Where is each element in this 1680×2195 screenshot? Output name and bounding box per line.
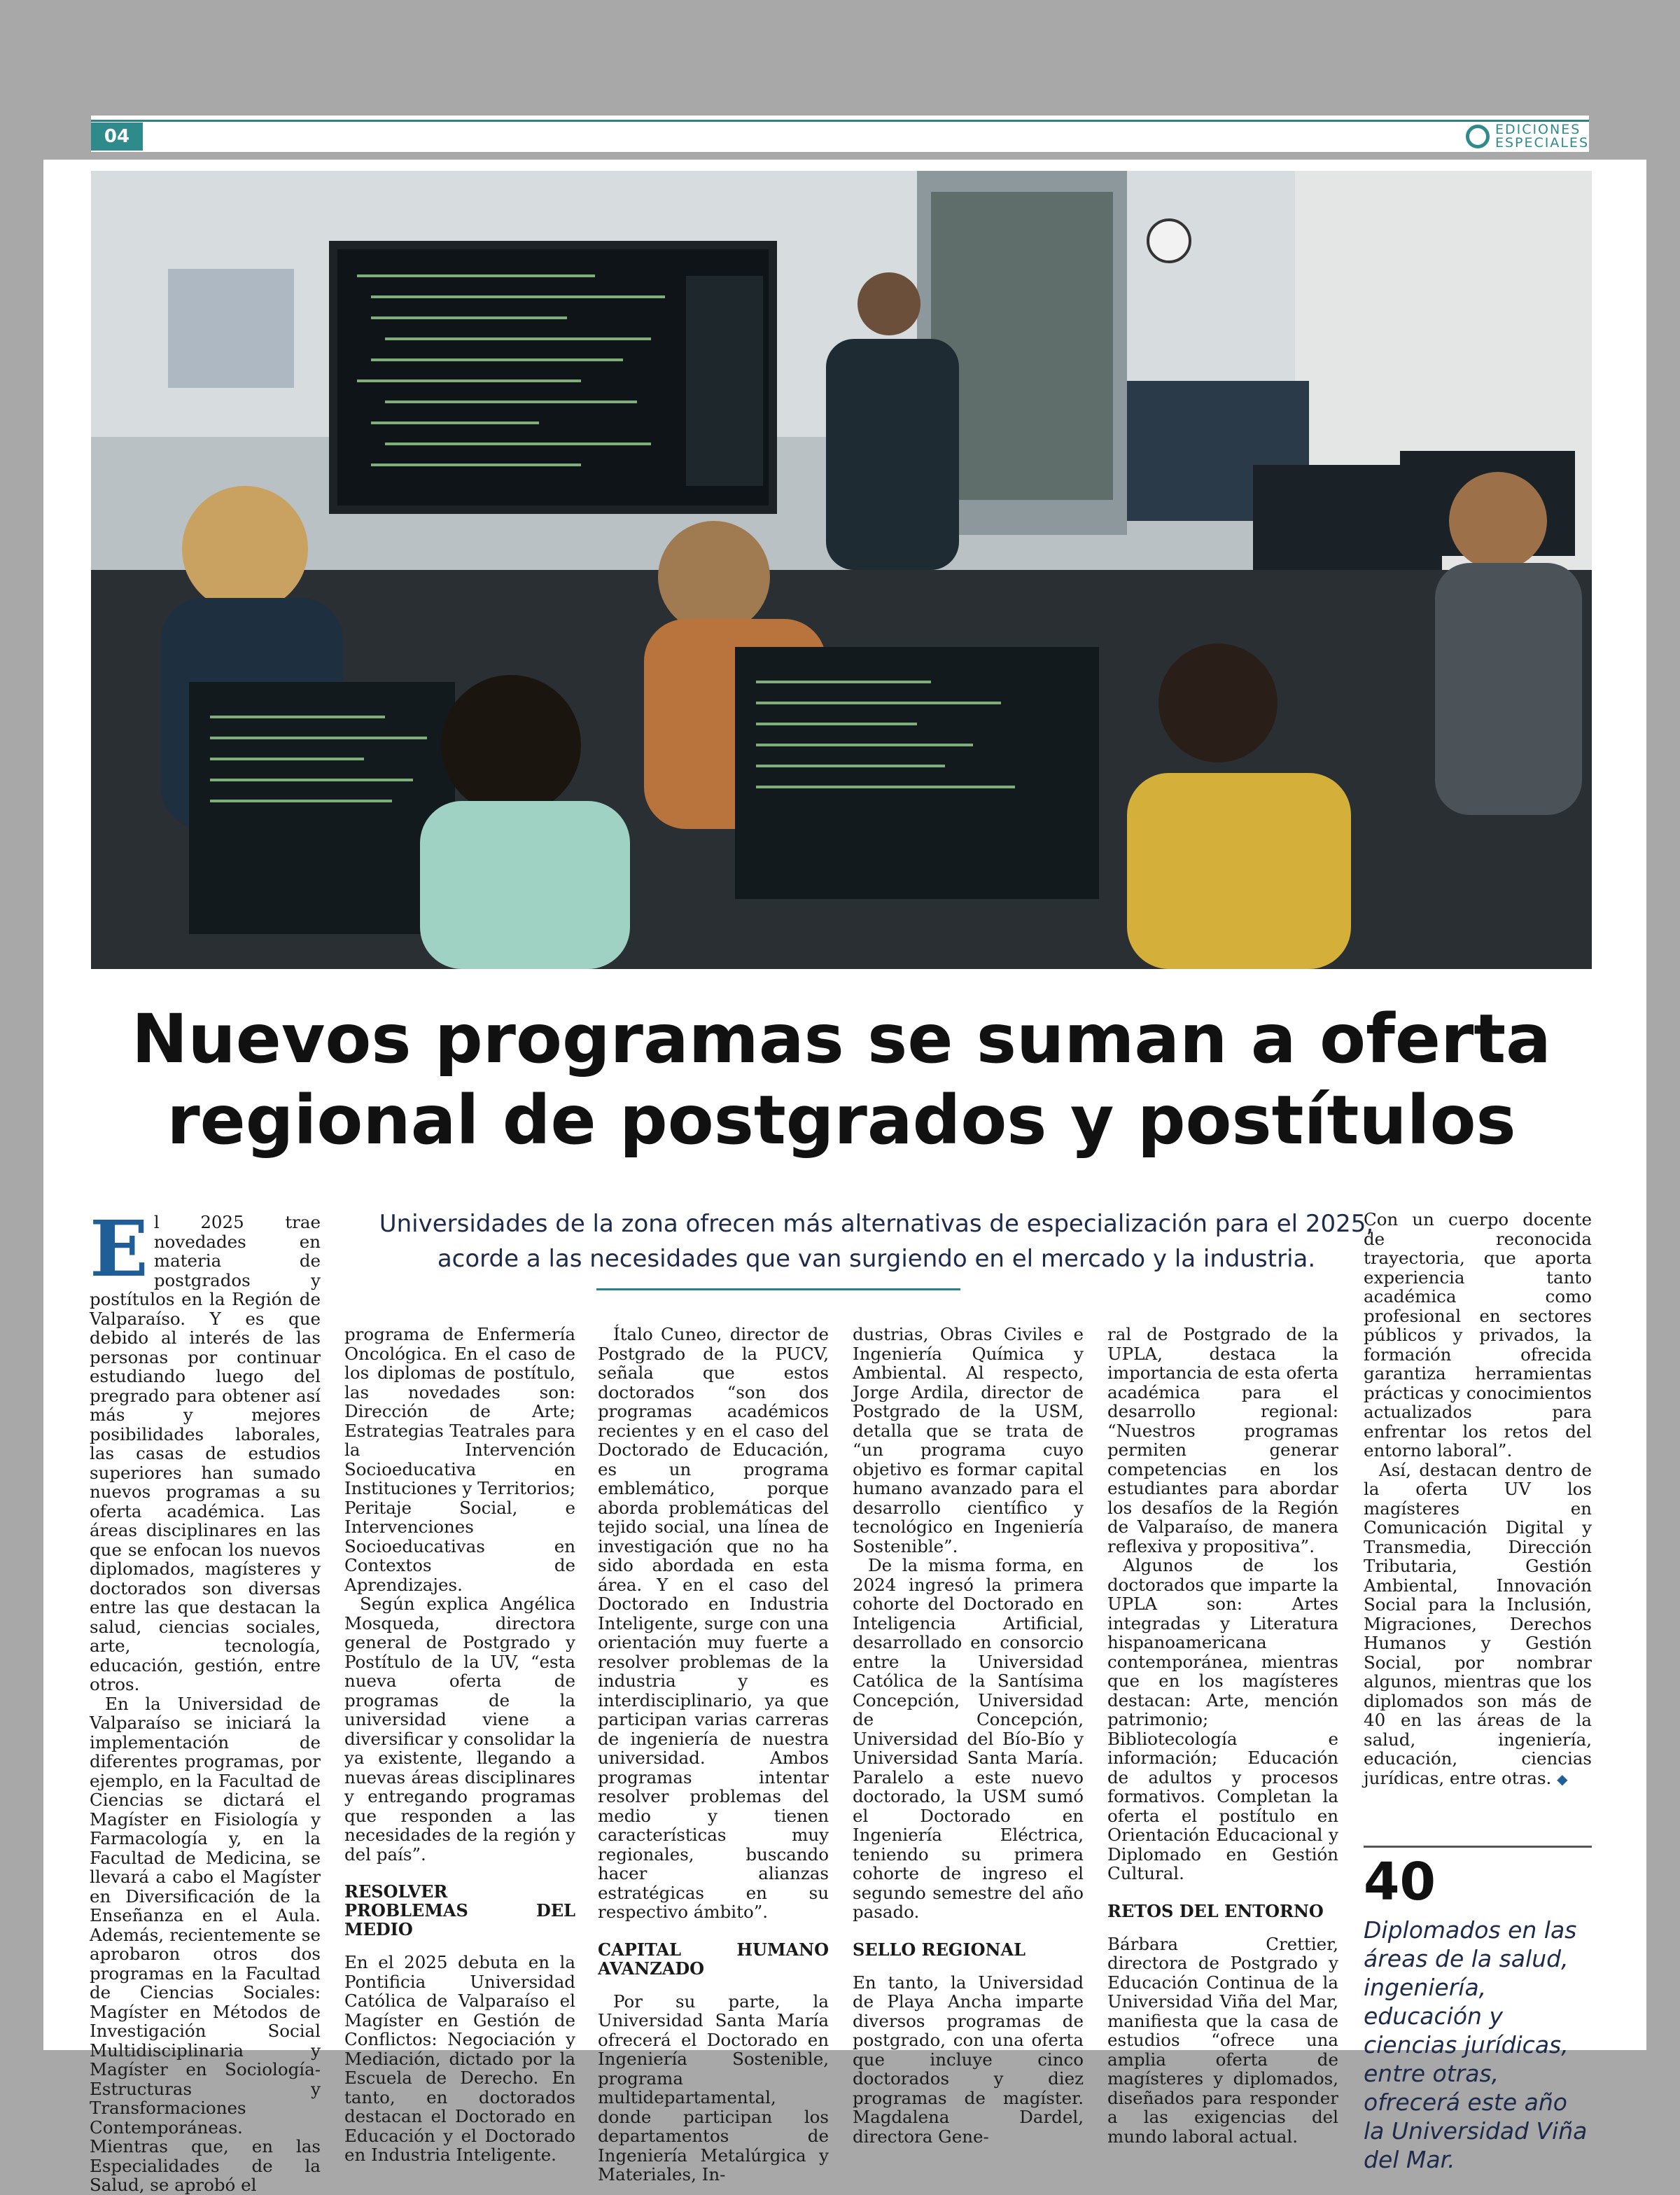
page-header [91,116,1589,152]
paragraph: Bárbara Crettier, directora de Postgrado y Educación Continua de la Universidad Viña del Mar, manifiesta que la casa de estudios “ofrece una amplia oferta de magísteres y diplomados, diseñados para responder a las exigencias del mundo laboral actual. [1107,1933,1338,2147]
paragraph: Con un cuerpo docente de reconocida trayectoria, que aporta experiencia tanto académica como profesional en sectores públicos y privados, la formación ofrecida garantiza herramientas prácticas y conocimientos actualizados para enfrentar los retos del entorno laboral”. [1364,1209,1592,1461]
brand-line-1: EDICIONES [1494,122,1581,137]
brand [1466,123,1589,151]
paragraph: ral de Postgrado de la UPLA, destaca la importancia de esta oferta académica para el desarrollo regional: “Nuestros programas permiten generar competencias en los estudiantes para abordar los desafíos de la Región de Valparaíso, de manera reflexiva y propositiva”. [1107,1324,1338,1556]
paragraph: Según explica Angélica Mosqueda, directora general de Postgrado y Postítulo de la UV, “esta nueva oferta de programas de la universidad viene a diversificar y consolidar la ya existente, llegando a nuevas áreas disciplinares y entregando programas que responden a las necesidades de la región y del país”. [344,1594,575,1865]
paragraph: Algunos de los doctorados que imparte la UPLA son: Artes integradas y Literatura hispanoamericana contemporánea, mientras que en los magísteres destacan: Arte, mención patrimonio; Bibliotecología e información; Educación de adultos y procesos formativos. Completan la oferta el postítulo en Orientación Educacional y Diplomado en Gestión Cultural. [1107,1555,1338,1883]
classroom-photo-illustration [91,171,1592,969]
classroom-photo [91,171,1592,969]
article-title [91,998,1592,1161]
paragraph [1364,1461,1592,1790]
subtitle-rule [596,1288,960,1290]
article-subtitle-line-1: Universidades de la zona ofrecen más alternativas de especialización para el 2025, [379,1210,1374,1238]
paragraph: l 2025 trae novedades en materia de postgrados y postítulos en la Región de Valparaíso. Y es que debido al interés de las personas por continuar estudiando luego del pregrado para obtener así más y mejores posibilidades laborales, las casas de estudios superiores han sumado nuevos programas a su oferta académica. Las áreas disciplinares en las que se enfocan los nuevos diplomados, magísteres y doctorados son diversas entre las que destacan la salud, ciencias sociales, arte, tecnología, educación, gestión, entre otros. [90,1212,321,1694]
stat-rule [1364,1846,1592,1848]
stat-number: 40 [1364,1852,1436,1912]
page-number: 04 [91,123,143,151]
header-rule [91,120,1589,122]
paragraph-text: Así, destacan dentro de la oferta UV los magísteres en Comunicación Digital y Transmedia, Dirección Tributaria, Gestión Ambiental, Innovación Social para la Inclusión, Migraciones, Derechos Humanos y Gestión Social, por nombrar algunos, mientras que los diplomados son más de 40 en las áreas de la salud, ingeniería, educación, ciencias jurídicas, entre otras. [1364,1459,1592,1788]
paragraph: dustrias, Obras Civiles e Ingeniería Química y Ambiental. Al respecto, Jorge Ardila, director de Postgrado de la USM, detalla que se trata de “un programa cuyo objetivo es formar capital humano avanzado para el desarrollo científico y tecnológico en Ingeniería Sostenible”. [853,1324,1084,1556]
article-title-line-2: regional de postgrados y postítulos [167,1081,1516,1159]
article-subtitle-line-2: acorde a las necesidades que van surgiendo en el mercado y la industria. [437,1245,1316,1273]
column-5 [1107,1325,1338,2146]
section-heading: SELLO REGIONAL [853,1939,1026,1960]
paragraph: Por su parte, la Universidad Santa María ofrecerá el Doctorado en Ingeniería Sostenible, programa multidepartamental, donde participan los departamentos de Ingeniería Metalúrgica y Materiales, In- [598,1991,829,2184]
stat-caption: Diplomados en las áreas de la salud, ingeniería, educación y ciencias jurídicas, entre otras, ofrecerá este año la Universidad Viña del Mar. [1364,1916,1588,2173]
brand-line-2: ESPECIALES [1494,135,1589,151]
section-heading: CAPITAL HUMANO AVANZADO [598,1939,829,1979]
article-subtitle [337,1206,1415,1276]
paragraph: En la Universidad de Valparaíso se iniciará la implementación de diferentes programas, por ejemplo, en la Facultad de Ciencias se dictará el Magíster en Fisiología y Farmacología y, en la Facultad de Medicina, se llevará a cabo el Magíster en Diversificación de la Enseñanza en el Aula. Además, recientemente se aprobaron otros dos programas en la Facultad de Ciencias Sociales: Magíster en Métodos de Investigación Social Multidisciplinaria y Magíster en Sociología-Estructuras y Transformaciones Contemporáneas. Mientras que, en las Especialidades de la Salud, se aprobó el [90,1693,321,2195]
paragraph: programa de Enfermería Oncológica. En el caso de los diplomas de postítulo, las novedades son: Dirección de Arte; Estrategias Teatrales para la Intervención Socioeducativa en Instituciones y Territorios; Peritaje Social, e Intervenciones Socioeducativas en Contextos de Aprendizajes. [344,1324,575,1595]
column-4 [853,1325,1084,2146]
e-circle-logo-icon [1466,125,1490,148]
column-3 [598,1325,829,2184]
article-title-line-1: Nuevos programas se suman a oferta [132,1000,1551,1078]
paragraph: En el 2025 debuta en la Pontificia Universidad Católica de Valparaíso el Magíster en Gestión de Conflictos: Negociación y Mediación, dictado por la Escuela de Derecho. En tanto, en doctorados destacan el Doctorado en Educación y el Doctorado en Industria Inteligente. [344,1952,575,2165]
paragraph: Ítalo Cuneo, director de Postgrado de la PUCV, señala que estos doctorados “son dos programas académicos recientes y en el caso del Doctorado de Educación, es un programa emblemático, porque aborda problemáticas del tejido social, una línea de investigación que no ha sido abordada en esta área. Y en el caso del Doctorado en Industria Inteligente, surge con una orientación muy fuerte a resolver problemas de la industria y es interdisciplinario, ya que participan varias carreras de ingeniería de nuestra universidad. Ambos programas intentar resolver problemas del medio y tienen características muy regionales, buscando hacer alianzas estratégicas en su respectivo ámbito”. [598,1324,829,1922]
paragraph: En tanto, la Universidad de Playa Ancha imparte diversos programas de postgrado, con una oferta que incluye cinco doctorados y diez programas de magíster. Magdalena Dardel, directora Gene- [853,1972,1084,2147]
column-6 [1364,1210,1592,1789]
section-heading: RETOS DEL ENTORNO [1107,1900,1324,1921]
section-heading: RESOLVER PROBLEMAS DEL MEDIO [344,1881,575,1939]
end-diamond-icon: ◆ [1557,1770,1568,1788]
paragraph: De la misma forma, en 2024 ingresó la primera cohorte del Doctorado en Inteligencia Artificial, desarrollado en consorcio entre la Universidad Católica de la Santísima Concepción, Universidad de Concepción, Universidad del Bío-Bío y Universidad Santa María. Paralelo a este nuevo doctorado, la USM sumó el Doctorado en Ingeniería Eléctrica, teniendo su primera cohorte de ingreso el segundo semestre del año pasado. [853,1555,1084,1922]
drop-cap: E [90,1204,148,1294]
newspaper-page [43,160,1646,2195]
column-2 [344,1325,575,2165]
column-1 [90,1204,321,2195]
